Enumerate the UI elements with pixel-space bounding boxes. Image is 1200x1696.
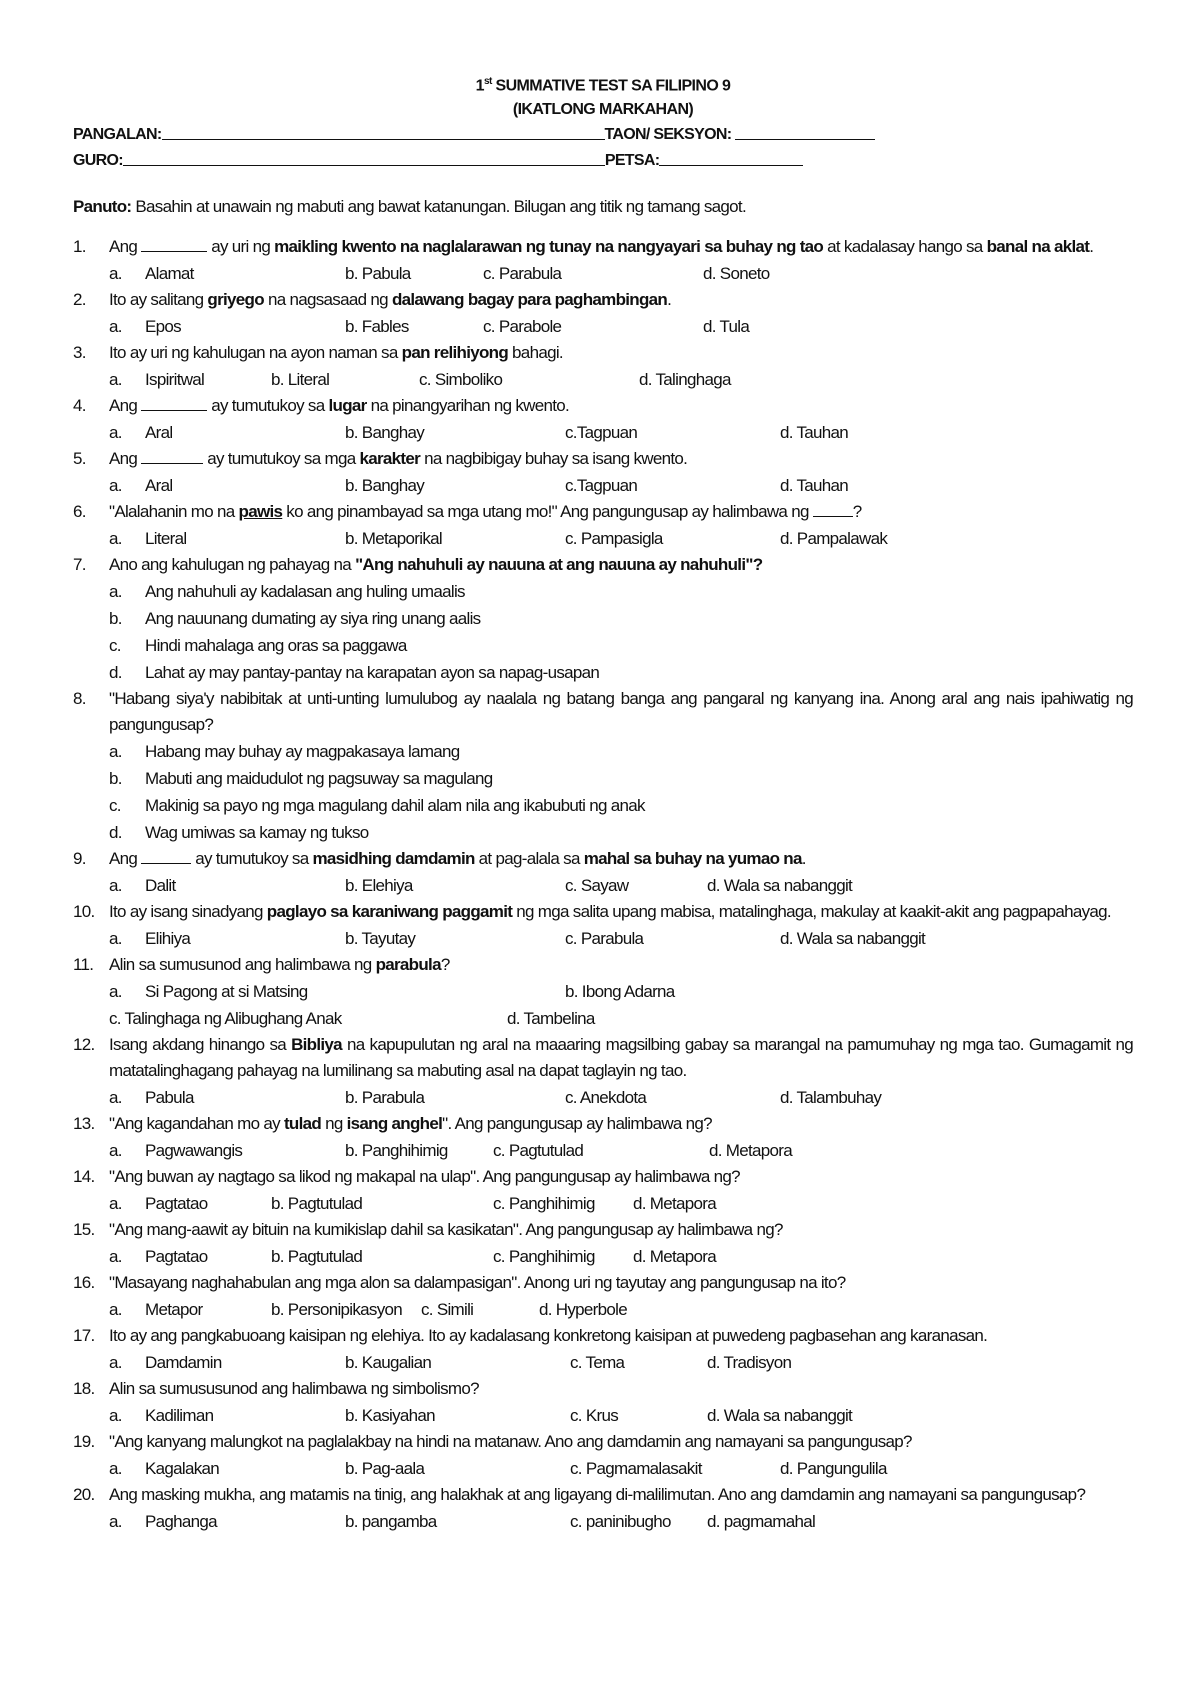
choices-2 bbox=[73, 313, 1133, 340]
choice-d[interactable]: d. Pampalawak bbox=[780, 529, 888, 549]
answer-blank bbox=[141, 396, 207, 411]
choice-d[interactable]: d. Hyperbole bbox=[539, 1300, 627, 1320]
choice-a[interactable]: a. Dalit bbox=[109, 876, 176, 896]
choices-4 bbox=[73, 419, 1133, 446]
choice-b[interactable]: b. Metaporikal bbox=[345, 529, 442, 549]
choice-d[interactable]: d. Wala sa nabanggit bbox=[780, 929, 926, 949]
question-text: Isang akdang hinango sa Bibliya na kapupulutan ng aral na maaaring magsilbing gabay sa marangal na pamumuhay ng mga tao. Gumagamit ng matatalinghagang pahayag na lumilinang sa mabuting asal na dapat taglayin ng tao. bbox=[109, 1035, 1133, 1081]
choice-d[interactable]: d. Metapora bbox=[633, 1194, 717, 1214]
choice-b[interactable]: b. Banghay bbox=[345, 423, 425, 443]
question-18 bbox=[73, 1376, 1133, 1402]
question-number: 9. bbox=[73, 849, 86, 869]
question-list bbox=[73, 234, 1133, 1535]
choice-d[interactable]: d. Tradisyon bbox=[707, 1353, 792, 1373]
choice-a[interactable]: a. Ispiritwal bbox=[109, 370, 205, 390]
choices-17 bbox=[73, 1349, 1133, 1376]
choice-b[interactable]: b. Tayutay bbox=[345, 929, 416, 949]
choices-6 bbox=[73, 525, 1133, 552]
choice-b[interactable]: b. Kasiyahan bbox=[345, 1406, 435, 1426]
question-5 bbox=[73, 446, 1133, 472]
question-number: 3. bbox=[73, 343, 86, 363]
question-number: 14. bbox=[73, 1167, 95, 1187]
choice-c[interactable]: c. Panghihimig bbox=[493, 1194, 595, 1214]
choice-a[interactable]: a. Si Pagong at si Matsing bbox=[109, 982, 308, 1002]
choice-d[interactable]: d. Lahat ay may pantay-pantay na karapatan ayon sa napag-usapan bbox=[109, 663, 600, 683]
question-text: "Ang buwan ay nagtago sa likod ng makapal na ulap". Ang pangungusap ay halimbawa ng? bbox=[109, 1167, 740, 1187]
choice-d[interactable]: d. Tauhan bbox=[780, 476, 849, 496]
question-number: 2. bbox=[73, 290, 86, 310]
directions-text: Basahin at unawain ng mabuti ang bawat katanungan. Bilugan ang titik ng tamang sagot. bbox=[131, 197, 746, 217]
choice-c[interactable]: c. Pagmamalasakit bbox=[570, 1459, 702, 1479]
choice-d[interactable]: d. Wag umiwas sa kamay ng tukso bbox=[109, 823, 369, 843]
choices-3 bbox=[73, 366, 1133, 393]
choices-20 bbox=[73, 1508, 1133, 1535]
choice-d[interactable]: d. Talambuhay bbox=[780, 1088, 882, 1108]
date-label: PETSA: bbox=[604, 152, 660, 170]
title-superscript: st bbox=[483, 76, 492, 87]
answer-blank bbox=[141, 449, 203, 464]
choice-c[interactable]: c. Panghihimig bbox=[493, 1247, 595, 1267]
name-row bbox=[73, 122, 1133, 148]
question-7 bbox=[73, 552, 1133, 578]
choice-b[interactable]: b. Mabuti ang maidudulot ng pagsuway sa magulang bbox=[109, 769, 493, 789]
name-label: PANGALAN: bbox=[73, 126, 162, 144]
choice-c[interactable]: c. Parabole bbox=[483, 317, 562, 337]
choice-c[interactable]: c. Parabula bbox=[565, 929, 644, 949]
question-20 bbox=[73, 1482, 1133, 1508]
question-text: Ang ay tumutukoy sa mga karakter na nagbibigay buhay sa isang kwento. bbox=[109, 449, 688, 469]
teacher-field[interactable] bbox=[123, 148, 605, 166]
choice-a[interactable]: a. Epos bbox=[109, 317, 181, 337]
year-section-field[interactable] bbox=[735, 122, 875, 140]
answer-blank bbox=[141, 849, 191, 864]
question-text: Ang masking mukha, ang matamis na tinig, ang halakhak at ang ligayang di-malilimutan. Ano ang damdamin ang namayani sa pangungusap? bbox=[109, 1485, 1086, 1505]
question-text: Ito ay ang pangkabuoang kaisipan ng elehiya. Ito ay kadalasang konkretong kaisipan at puwedeng pagbasehan ang karanasan. bbox=[109, 1326, 988, 1346]
choice-d[interactable]: d. pagmamahal bbox=[707, 1512, 816, 1532]
question-number: 12. bbox=[73, 1035, 95, 1055]
question-text: Alin sa sumususunod ang halimbawa ng simbolismo? bbox=[109, 1379, 479, 1399]
choices-11-row1 bbox=[73, 978, 1133, 1005]
question-11 bbox=[73, 952, 1133, 978]
choice-d[interactable]: d. Tula bbox=[703, 317, 750, 337]
question-text: Ano ang kahulugan ng pahayag na "Ang nahuhuli ay nauuna at ang nauuna ay nahuhuli"? bbox=[109, 555, 763, 575]
choice-c[interactable]: c. Simili bbox=[421, 1300, 474, 1320]
page-subtitle: (IKATLONG MARKAHAN) bbox=[512, 101, 694, 119]
choice-b[interactable]: b. Personipikasyon bbox=[271, 1300, 403, 1320]
choice-c[interactable]: c. Tema bbox=[570, 1353, 625, 1373]
question-13 bbox=[73, 1111, 1133, 1137]
choice-b[interactable]: b. Fables bbox=[345, 317, 409, 337]
choice-a[interactable]: a. Damdamin bbox=[109, 1353, 222, 1373]
choice-b[interactable]: b. Pag-aala bbox=[345, 1459, 425, 1479]
choice-c[interactable]: c. Simboliko bbox=[419, 370, 503, 390]
question-14 bbox=[73, 1164, 1133, 1190]
test-page bbox=[73, 70, 1133, 1535]
choices-1 bbox=[73, 260, 1133, 287]
question-number: 19. bbox=[73, 1432, 95, 1452]
choice-c[interactable]: c. Makinig sa payo ng mga magulang dahil alam nila ang ikabubuti ng anak bbox=[109, 796, 645, 816]
choices-14 bbox=[73, 1190, 1133, 1217]
question-1 bbox=[73, 234, 1133, 260]
choice-b[interactable]: b. Pabula bbox=[345, 264, 411, 284]
choice-c[interactable]: c. Sayaw bbox=[565, 876, 629, 896]
question-text: "Masayang naghahabulan ang mga alon sa dalampasigan". Anong uri ng tayutay ang pangungusap na ito? bbox=[109, 1273, 846, 1293]
choices-10 bbox=[73, 925, 1133, 952]
choice-b[interactable]: b. Pagtutulad bbox=[271, 1194, 363, 1214]
choice-b[interactable]: b. Pagtutulad bbox=[271, 1247, 363, 1267]
question-4 bbox=[73, 393, 1133, 419]
question-number: 5. bbox=[73, 449, 86, 469]
choice-a[interactable]: a. Kadiliman bbox=[109, 1406, 214, 1426]
question-text: "Alalahanin mo na pawis ko ang pinambayad sa mga utang mo!" Ang pangungusap ay halimbawa ng ? bbox=[109, 502, 862, 522]
choice-b[interactable]: b. Literal bbox=[271, 370, 330, 390]
choice-a[interactable]: a. Pagwawangis bbox=[109, 1141, 243, 1161]
choice-a[interactable]: a. Pagtatao bbox=[109, 1247, 208, 1267]
question-number: 13. bbox=[73, 1114, 95, 1134]
choice-d[interactable]: d. Talinghaga bbox=[639, 370, 731, 390]
directions bbox=[73, 194, 1133, 220]
question-number: 7. bbox=[73, 555, 86, 575]
choice-d[interactable]: d. Pangungulila bbox=[780, 1459, 887, 1479]
choice-b[interactable]: b. Ibong Adarna bbox=[565, 982, 675, 1002]
choice-c[interactable]: c. Anekdota bbox=[565, 1088, 647, 1108]
question-2 bbox=[73, 287, 1133, 313]
question-text: "Habang siya'y nabibitak at unti-unting lumulubog ay naalala ng batang banga ang pangaral ng kanyang ina. Anong aral ang nais ipahiwatig ng pangungusap? bbox=[109, 689, 1133, 735]
choice-a[interactable]: a. Habang may buhay ay magpakasaya lamang bbox=[109, 742, 460, 762]
choice-b[interactable]: b. Banghay bbox=[345, 476, 425, 496]
choice-d[interactable]: d. Wala sa nabanggit bbox=[707, 876, 853, 896]
question-text: "Ang kagandahan mo ay tulad ng isang anghel". Ang pangungusap ay halimbawa ng? bbox=[109, 1114, 712, 1134]
question-number: 17. bbox=[73, 1326, 95, 1346]
question-8 bbox=[73, 686, 1133, 738]
choice-a[interactable]: a. Literal bbox=[109, 529, 187, 549]
choice-c[interactable]: c. paninibugho bbox=[570, 1512, 671, 1532]
choice-d[interactable]: d. Tauhan bbox=[780, 423, 849, 443]
choice-b[interactable]: b. Elehiya bbox=[345, 876, 413, 896]
question-text: "Ang mang-aawit ay bituin na kumikislap dahil sa kasikatan". Ang pangungusap ay halimbawa ng? bbox=[109, 1220, 783, 1240]
choice-b[interactable]: b. Ang nauunang dumating ay siya ring unang aalis bbox=[109, 609, 481, 629]
choice-a[interactable]: a. Alamat bbox=[109, 264, 194, 284]
question-text: Alin sa sumusunod ang halimbawa ng parabula? bbox=[109, 955, 450, 975]
question-12 bbox=[73, 1032, 1133, 1084]
question-number: 16. bbox=[73, 1273, 95, 1293]
question-text: "Ang kanyang malungkot na paglalakbay na hindi na matanaw. Ano ang damdamin ang namayani sa pangungusap? bbox=[109, 1432, 912, 1452]
choice-c[interactable]: c. Hindi mahalaga ang oras sa paggawa bbox=[109, 636, 407, 656]
question-10 bbox=[73, 899, 1133, 925]
question-text: Ang ay uri ng maikling kwento na naglalarawan ng tunay na nangyayari sa buhay ng tao at kadalasay hango sa banal na aklat. bbox=[109, 237, 1094, 257]
question-15 bbox=[73, 1217, 1133, 1243]
choice-a[interactable]: a. Aral bbox=[109, 423, 173, 443]
question-9 bbox=[73, 846, 1133, 872]
page-title bbox=[73, 70, 1133, 98]
directions-label: Panuto: bbox=[73, 197, 132, 217]
choices-16 bbox=[73, 1296, 1133, 1323]
title-text: SUMMATIVE TEST SA FILIPINO 9 bbox=[491, 77, 731, 95]
choice-d[interactable]: d. Soneto bbox=[703, 264, 770, 284]
question-number: 10. bbox=[73, 902, 95, 922]
choices-9 bbox=[73, 872, 1133, 899]
question-number: 4. bbox=[73, 396, 86, 416]
choice-c[interactable]: c.Tagpuan bbox=[565, 423, 638, 443]
answer-blank bbox=[813, 502, 853, 517]
choices-13 bbox=[73, 1137, 1133, 1164]
answer-blank bbox=[141, 237, 207, 252]
question-16 bbox=[73, 1270, 1133, 1296]
choices-12 bbox=[73, 1084, 1133, 1111]
question-text: Ito ay uri ng kahulugan na ayon naman sa pan relihiyong bahagi. bbox=[109, 343, 563, 363]
choice-b[interactable]: b. pangamba bbox=[345, 1512, 437, 1532]
question-number: 15. bbox=[73, 1220, 95, 1240]
teacher-row bbox=[73, 148, 1133, 174]
choice-d[interactable]: d. Wala sa nabanggit bbox=[707, 1406, 853, 1426]
choice-a[interactable]: a. Pabula bbox=[109, 1088, 194, 1108]
date-field[interactable] bbox=[659, 148, 803, 166]
question-3 bbox=[73, 340, 1133, 366]
choice-d[interactable]: d. Tambelina bbox=[507, 1009, 595, 1029]
question-number: 6. bbox=[73, 502, 86, 522]
choice-a[interactable]: a. Paghanga bbox=[109, 1512, 217, 1532]
choices-15 bbox=[73, 1243, 1133, 1270]
choice-a[interactable]: a. Elihiya bbox=[109, 929, 191, 949]
choice-d[interactable]: d. Metapora bbox=[633, 1247, 717, 1267]
choice-c[interactable]: c. Pampasigla bbox=[565, 529, 663, 549]
choice-d[interactable]: d. Metapora bbox=[709, 1141, 793, 1161]
question-text: Ito ay isang sinadyang paglayo sa karaniwang paggamit ng mga salita upang mabisa, matalinghaga, makulay at kaakit-akit ang pagpapahayag. bbox=[109, 902, 1111, 922]
choice-a[interactable]: a. Aral bbox=[109, 476, 173, 496]
choice-c[interactable]: c. Krus bbox=[570, 1406, 619, 1426]
question-number: 18. bbox=[73, 1379, 95, 1399]
choice-c[interactable]: c. Talinghaga ng Alibughang Anak bbox=[109, 1009, 342, 1029]
name-field[interactable] bbox=[162, 122, 605, 140]
question-text: Ang ay tumutukoy sa lugar na pinangyarihan ng kwento. bbox=[109, 396, 570, 416]
choices-19 bbox=[73, 1455, 1133, 1482]
choice-c[interactable]: c. Pagtutulad bbox=[493, 1141, 584, 1161]
choices-18 bbox=[73, 1402, 1133, 1429]
choice-b[interactable]: b. Kaugalian bbox=[345, 1353, 432, 1373]
choice-a[interactable]: a. Kagalakan bbox=[109, 1459, 220, 1479]
choice-c[interactable]: c. Parabula bbox=[483, 264, 562, 284]
question-text: Ang ay tumutukoy sa masidhing damdamin at pag-alala sa mahal sa buhay na yumao na. bbox=[109, 849, 806, 869]
question-number: 11. bbox=[73, 955, 94, 975]
choice-a[interactable]: a. Ang nahuhuli ay kadalasan ang huling umaalis bbox=[109, 582, 465, 602]
choices-11-row2 bbox=[73, 1005, 1133, 1032]
question-number: 1. bbox=[73, 237, 86, 257]
question-number: 20. bbox=[73, 1485, 95, 1505]
choice-b[interactable]: b. Parabula bbox=[345, 1088, 425, 1108]
title-number: 1 bbox=[475, 77, 484, 95]
question-text: Ito ay salitang griyego na nagsasaad ng dalawang bagay para paghambingan. bbox=[109, 290, 672, 310]
choice-a[interactable]: a. Pagtatao bbox=[109, 1194, 208, 1214]
choice-b[interactable]: b. Panghihimig bbox=[345, 1141, 448, 1161]
choice-c[interactable]: c.Tagpuan bbox=[565, 476, 638, 496]
choices-5 bbox=[73, 472, 1133, 499]
question-17 bbox=[73, 1323, 1133, 1349]
teacher-label: GURO: bbox=[73, 152, 123, 170]
year-section-label: TAON/ SEKSYON: bbox=[604, 126, 732, 144]
choice-a[interactable]: a. Metapor bbox=[109, 1300, 203, 1320]
question-number: 8. bbox=[73, 689, 86, 709]
question-19 bbox=[73, 1429, 1133, 1455]
question-6 bbox=[73, 499, 1133, 525]
